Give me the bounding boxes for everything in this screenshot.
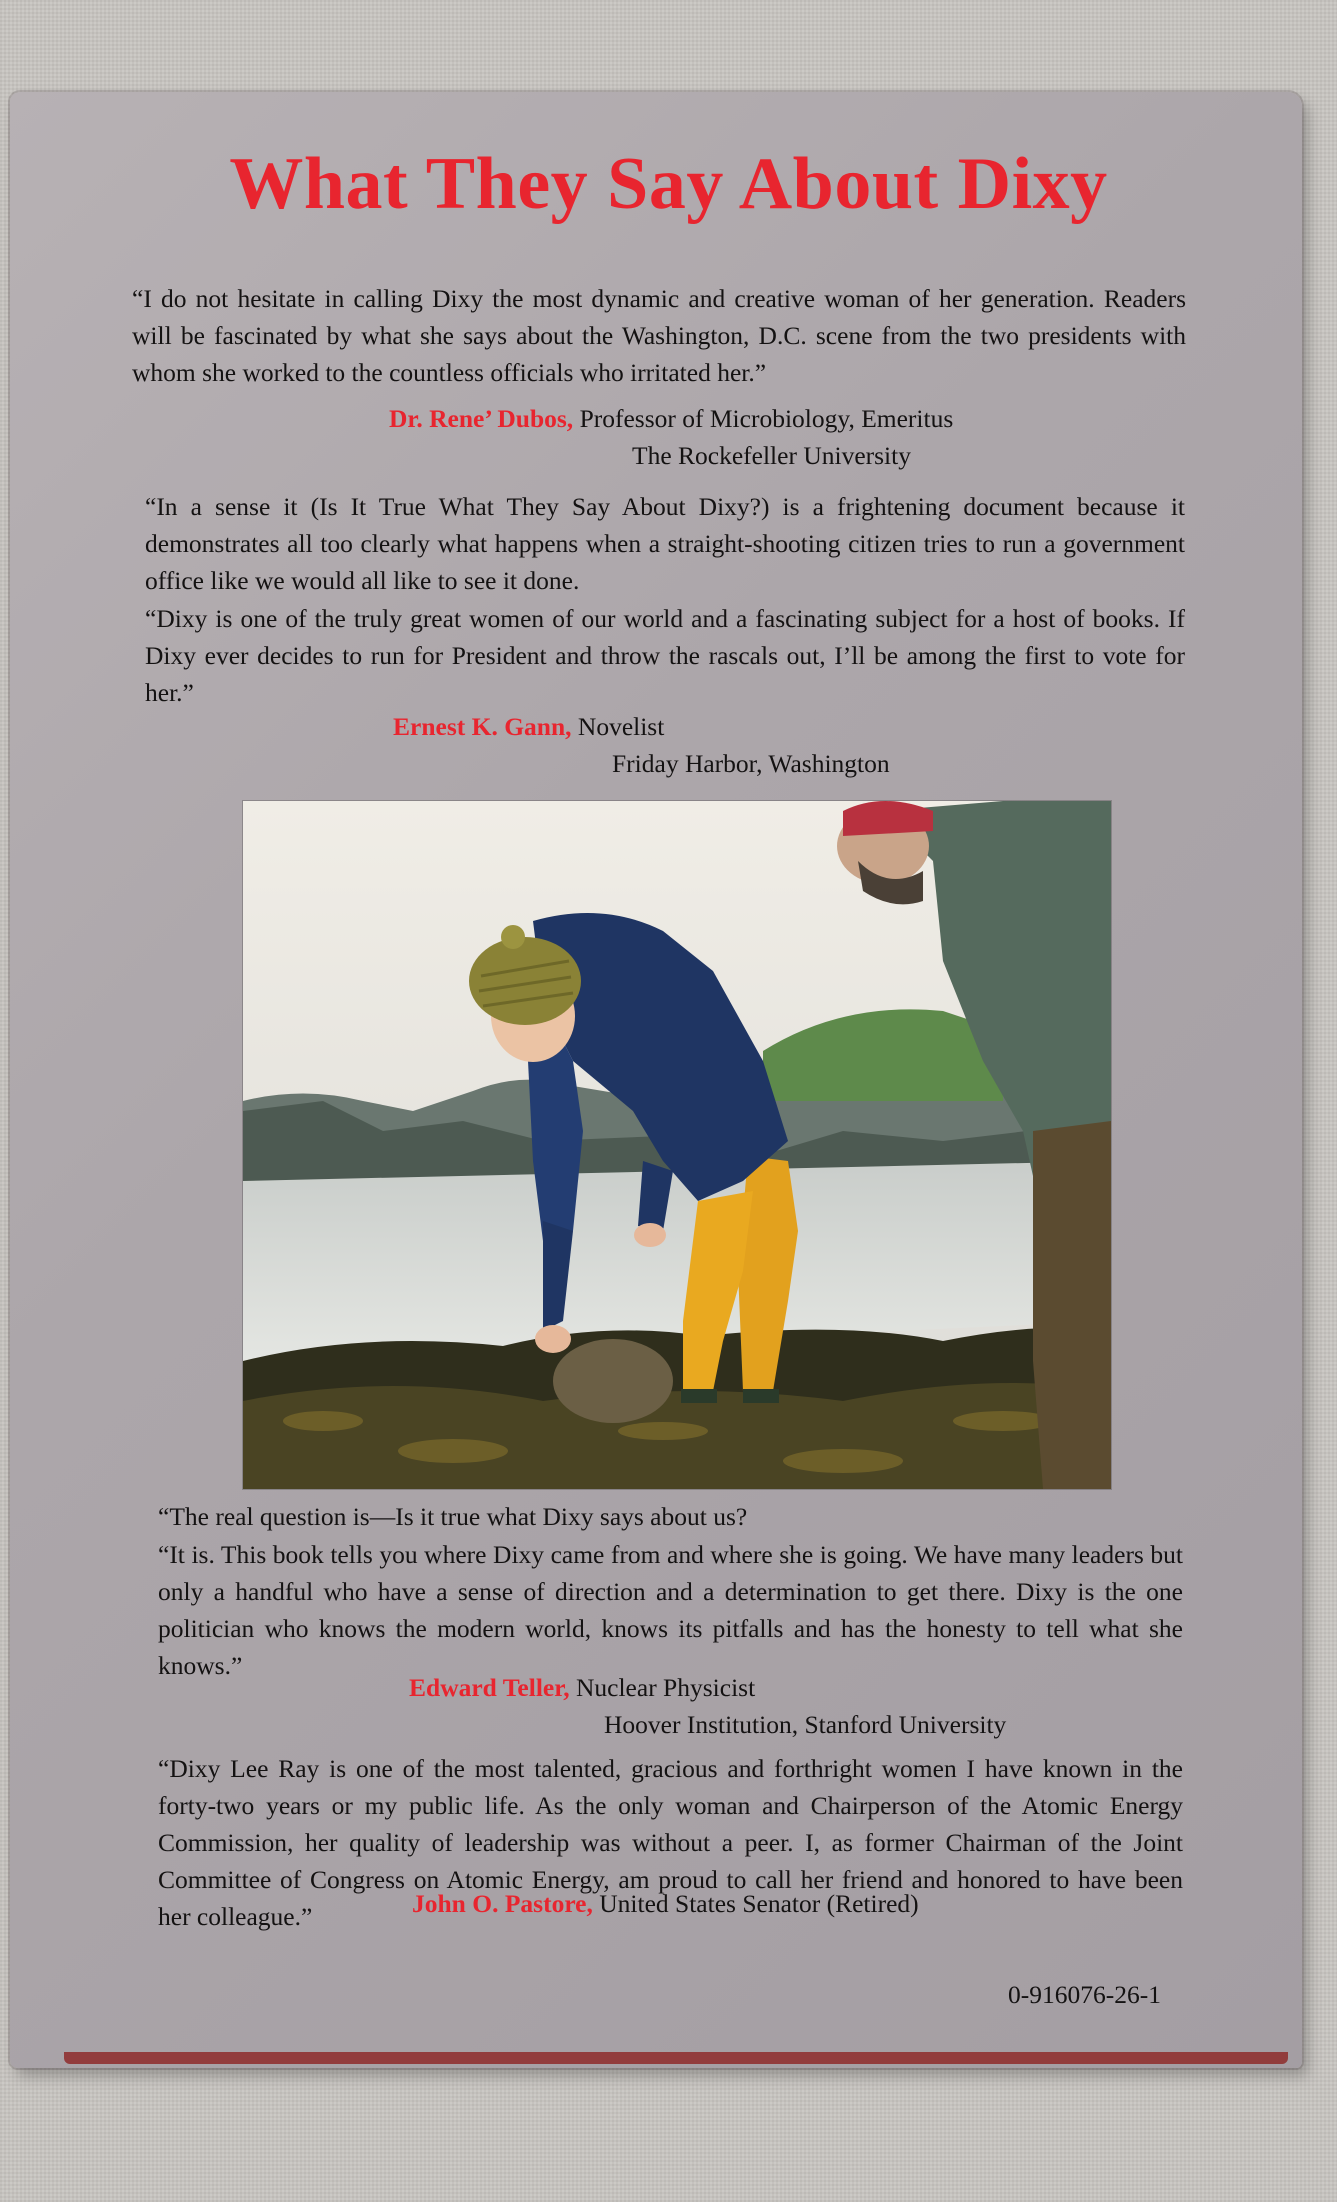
author-role: Nuclear Physicist: [575, 1673, 756, 1702]
author-name: Dr. Rene’ Dubos,: [389, 404, 574, 433]
quote-gann-text-1: “In a sense it (Is It True What They Say About Dixy?) is a frightening document because it demonstrates all too clearly what happens when a straight-shooting citizen tries to run a government office like we would all like to see it done.: [145, 492, 1185, 595]
attribution-gann: [393, 708, 664, 745]
attribution-teller: [409, 1669, 755, 1706]
author-role: United States Senator (Retired): [599, 1889, 919, 1918]
quote-teller-text-2: “It is. This book tells you where Dixy came from and where she is going. We have many leaders but only a handful who have a sense of direction and a determination to get there. Dixy is the one politician who knows the modern world, knows its pitfalls and has the honesty to tell what she knows.”: [158, 1540, 1183, 1680]
author-affiliation: The Rockefeller University: [632, 441, 911, 470]
attribution-pastore: [412, 1885, 919, 1922]
photo-illustration: [243, 801, 1111, 1489]
cover-photo: [242, 800, 1112, 1490]
quote-teller-text-1: “The real question is—Is it true what Dixy says about us?: [158, 1502, 748, 1531]
isbn-number: 0-916076-26-1: [1008, 1980, 1161, 2009]
author-role: Professor of Microbiology, Emeritus: [579, 404, 954, 433]
author-name: Ernest K. Gann,: [393, 712, 572, 741]
author-name: John O. Pastore,: [412, 1889, 593, 1918]
author-affiliation: Hoover Institution, Stanford University: [604, 1710, 1007, 1739]
quote-pastore-text: “Dixy Lee Ray is one of the most talented, gracious and forthright women I have known in the forty-two years or my public life. As the only woman and Chairperson of the Atomic Energy Commission, her quality of leadership was without a peer. I, as former Chairman of the Joint Committee of Congress on Atomic Energy, am proud to call her friend and honored to have been her colleague.”: [158, 1754, 1183, 1931]
attribution-dubos: [389, 400, 953, 437]
author-role: Novelist: [577, 712, 665, 741]
cover-title: What They Say About Dixy: [229, 143, 1108, 225]
author-name: Edward Teller,: [409, 1673, 570, 1702]
quote-dubos-text: “I do not hesitate in calling Dixy the most dynamic and creative woman of her generation. Readers will be fascinated by what she says about the Washington, D.C. scene from the two presidents with whom she worked to the countless officials who irritated her.”: [132, 284, 1186, 387]
author-affiliation: Friday Harbor, Washington: [612, 749, 890, 778]
quote-gann-text-2: “Dixy is one of the truly great women of our world and a fascinating subject for a host of books. If Dixy ever decides to run for President and throw the rascals out, I’ll be among the first to vote for her.”: [145, 604, 1185, 707]
book-spine-edge: [64, 2052, 1288, 2064]
